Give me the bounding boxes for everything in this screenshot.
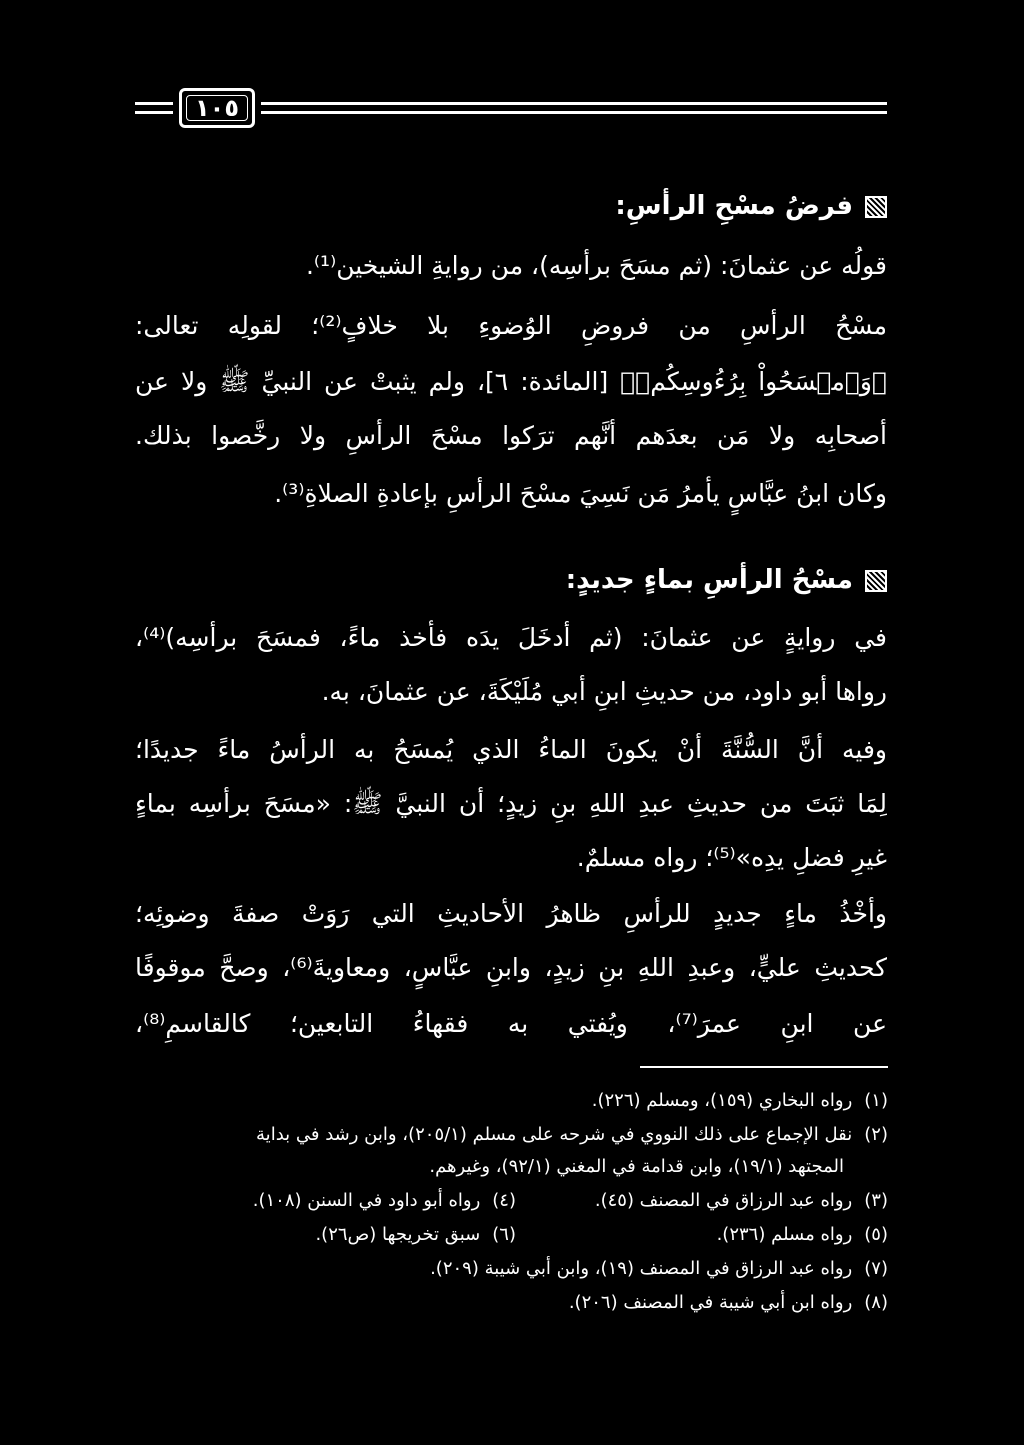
footnote: (٣)رواه عبد الرزاق في المصنف (٤٥). bbox=[594, 1190, 888, 1211]
footnote: (٧)رواه عبد الرزاق في المصنف (١٩)، وابن أبي شيبة (٢٠٩). bbox=[430, 1258, 888, 1279]
text-line: وكان ابنُ عبَّاسٍ يأمرُ مَن نَسِيَ مسْحَ الرأسِ بإعادةِ الصلاةِ⁽³⁾. bbox=[274, 479, 887, 508]
text-line: رواها أبو داود، من حديثِ ابنِ أبي مُلَيْكَةَ، عن عثمانَ، به. bbox=[321, 677, 887, 706]
footnote: (٨)رواه ابن أبي شيبة في المصنف (٢٠٦). bbox=[568, 1292, 888, 1313]
text-line: غيرِ فضلِ يدِه»⁽⁵⁾؛ رواه مسلمٌ. bbox=[576, 843, 887, 872]
text-line: ﴿وَٱمۡسَحُواْ بِرُءُوسِكُمۡ﴾ [المائدة: ٦]، ولم يثبتْ عن النبيِّ ﷺ ولا عن bbox=[135, 367, 887, 396]
text-line: لِمَا ثبَتَ من حديثِ عبدِ اللهِ بنِ زيدٍ؛ أن النبيَّ ﷺ: «مسَحَ برأسِه بماءٍ bbox=[135, 789, 887, 818]
text-line: مسْحُ الرأسِ من فروضِ الوُضوءِ بلا خلافٍ⁽²⁾؛ لقولِه تعالى: bbox=[135, 311, 887, 340]
page-number-box bbox=[179, 88, 255, 128]
footnote: (٦)سبق تخريجها (ص٢٦). bbox=[315, 1224, 516, 1245]
footnote-continuation: المجتهد (١٩/١)، وابن قدامة في المغني (٩٢/١)، وغيرهم. bbox=[429, 1156, 844, 1177]
text-line: عن ابنِ عمرَ⁽⁷⁾، ويُفتي به فقهاءُ التابعين؛ كالقاسمِ⁽⁸⁾، bbox=[135, 1009, 887, 1038]
footnote: (٢)نقل الإجماع على ذلك النووي في شرحه على مسلم (٢٠٥/١)، وابن رشد في بداية bbox=[256, 1124, 888, 1145]
text-line: أصحابِه ولا مَن بعدَهم أنَّهم ترَكوا مسْحَ الرأسِ ولا رخَّصوا بذلك. bbox=[135, 421, 887, 450]
text-line: كحديثِ عليٍّ، وعبدِ اللهِ بنِ زيدٍ، وابنِ عبَّاسٍ، ومعاويةَ⁽⁶⁾، وصحَّ موقوفًا bbox=[135, 953, 887, 982]
text-line: في روايةٍ عن عثمانَ: (ثم أدخَلَ يدَه فأخذ ماءً، فمسَحَ برأسِه)⁽⁴⁾، bbox=[135, 623, 887, 652]
page-header bbox=[135, 88, 887, 130]
footnote: (٤)رواه أبو داود في السنن (١٠٨). bbox=[252, 1190, 516, 1211]
text-line: وأخْذُ ماءٍ جديدٍ للرأسِ ظاهرُ الأحاديثِ التي رَوَتْ صفةَ وضوئِه؛ bbox=[135, 899, 887, 928]
section-heading: فرضُ مسْحِ الرأسِ: bbox=[135, 182, 887, 230]
page-number: ١٠٥ bbox=[195, 94, 239, 122]
text-line: قولُه عن عثمانَ: (ثم مسَحَ برأسِه)، من روايةِ الشيخين⁽¹⁾. bbox=[305, 251, 887, 280]
footnote: (١)رواه البخاري (١٥٩)، ومسلم (٢٢٦). bbox=[591, 1090, 888, 1111]
footnote: (٥)رواه مسلم (٢٣٦). bbox=[716, 1224, 888, 1245]
header-rule-right bbox=[261, 102, 887, 114]
ornament-bullet-icon bbox=[865, 570, 887, 592]
footnote-divider bbox=[640, 1066, 888, 1068]
ornament-bullet-icon bbox=[865, 196, 887, 218]
section-heading: مسْحُ الرأسِ بماءٍ جديدٍ: bbox=[135, 556, 887, 604]
header-rule-left bbox=[135, 102, 173, 114]
text-line: وفيه أنَّ السُّنَّةَ أنْ يكونَ الماءُ الذي يُمسَحُ به الرأسُ ماءً جديدًا؛ bbox=[135, 735, 887, 764]
